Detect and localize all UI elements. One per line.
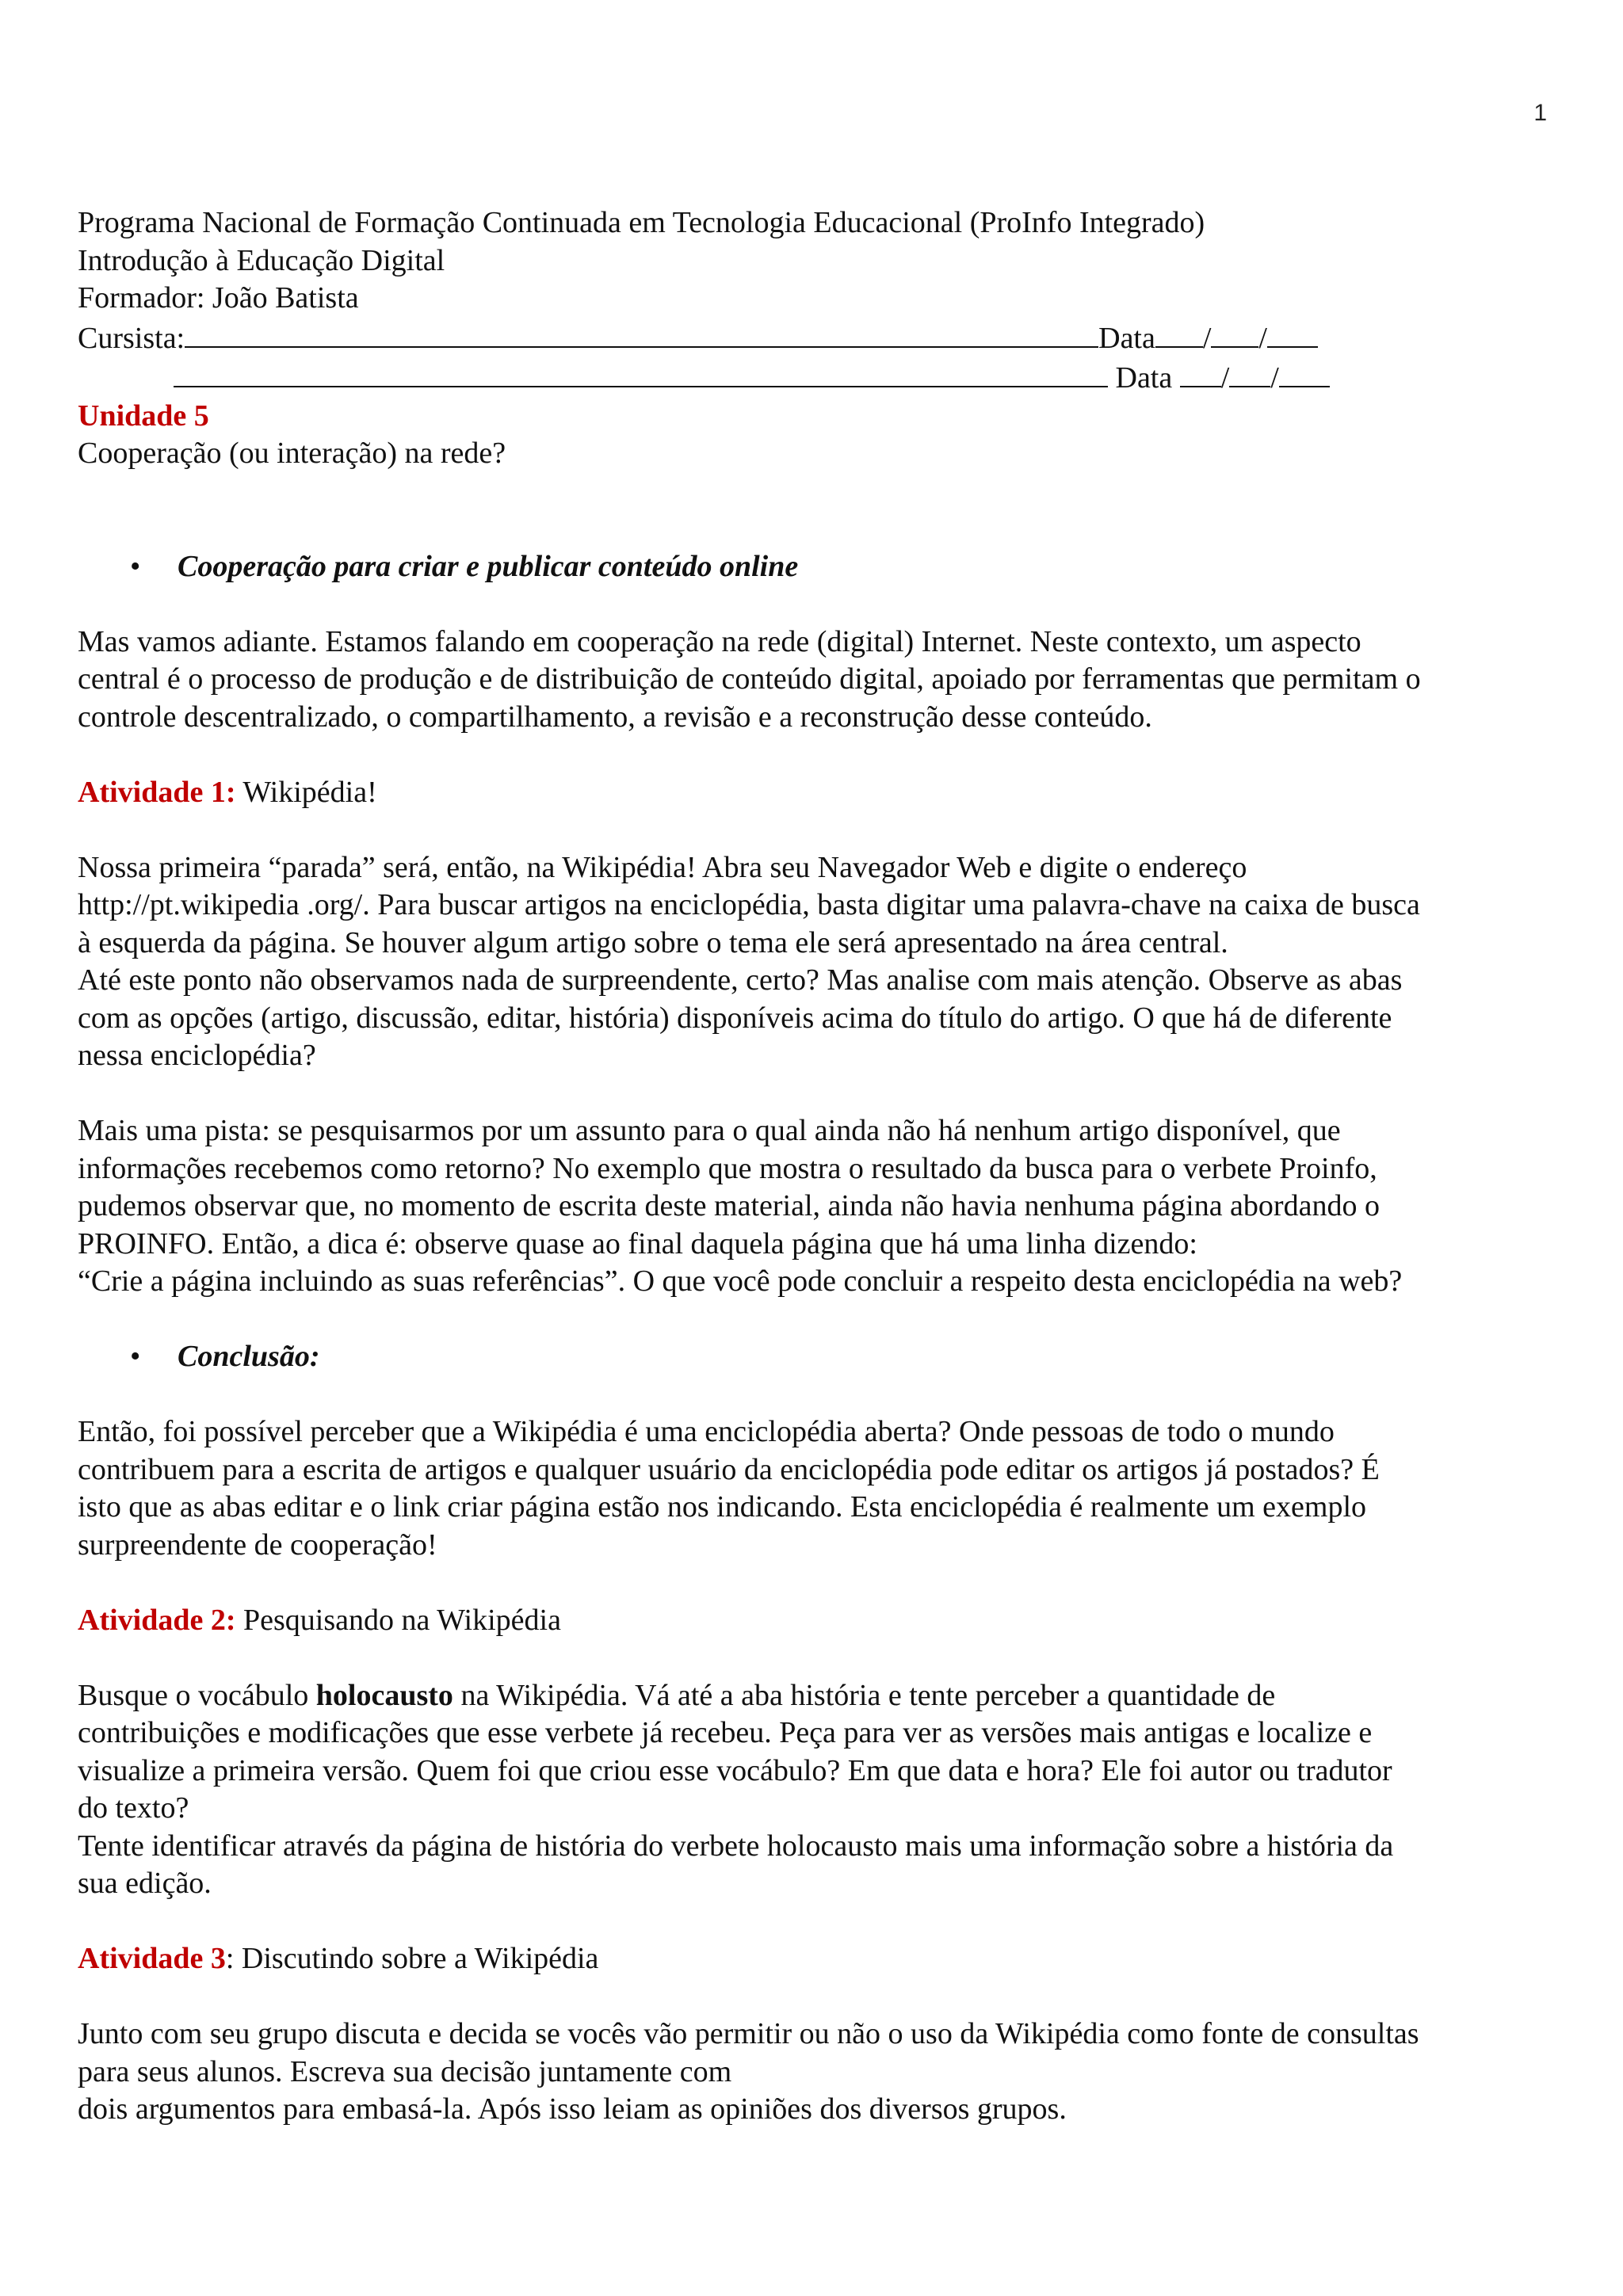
paragraph-line: informações recebemos como retorno? No exemplo que mostra o resultado da busca para o verbete Proinfo, (78, 1151, 1377, 1185)
bullet-icon: • (130, 549, 141, 583)
activity-2-heading (78, 1602, 1552, 1640)
activity-3-heading (78, 1940, 1552, 1978)
date-2-month-blank[interactable] (1229, 357, 1270, 387)
activity-1-label: Atividade 1: (78, 775, 236, 809)
date-separator: / (1270, 361, 1279, 395)
section-heading-cooperation (78, 548, 1552, 586)
section-heading-text: Conclusão: (178, 1340, 320, 1373)
section-heading-text: Cooperação para criar e publicar conteúdo online (178, 549, 799, 583)
activity-3-title: : Discutindo sobre a Wikipédia (225, 1942, 599, 1975)
paragraph-line: “Crie a página incluindo as suas referências”. O que você pode concluir a respeito desta enciclopédia na web? (78, 1264, 1403, 1298)
page-number: 1 (1533, 100, 1547, 126)
paragraph-line: http://pt.wikipedia .org/. Para buscar artigos na enciclopédia, basta digitar uma palavra-chave na caixa de busca (78, 888, 1420, 921)
date-2-year-blank[interactable] (1279, 357, 1330, 387)
paragraph-line: com as opções (artigo, discussão, editar, história) disponíveis acima do título do artigo. O que há de diferente (78, 1001, 1392, 1035)
paragraph-line: para seus alunos. Escreva sua decisão juntamente com (78, 2054, 732, 2088)
paragraph-line: controle descentralizado, o compartilhamento, a revisão e a reconstrução desse conteúdo. (78, 700, 1152, 734)
paragraph-line: visualize a primeira versão. Quem foi que criou esse vocábulo? Em que data e hora? Ele foi autor ou tradutor (78, 1753, 1392, 1787)
activity-2-title: Pesquisando na Wikipédia (235, 1603, 561, 1637)
date-label-2: Data (1108, 361, 1180, 395)
date-2-day-blank[interactable] (1180, 357, 1221, 387)
keyword-holocausto: holocausto (315, 1678, 453, 1712)
cursista-name-blank[interactable] (185, 318, 1098, 348)
paragraph-line: isto que as abas editar e o link criar página estão nos indicando. Esta enciclopédia é realmente um exemplo (78, 1490, 1367, 1524)
paragraph-line: sua edição. (78, 1867, 212, 1900)
second-name-blank[interactable] (174, 357, 1108, 387)
bullet-icon: • (130, 1340, 141, 1373)
section-heading-conclusion (78, 1338, 1552, 1376)
activity-1-heading (78, 774, 1552, 812)
paragraph-line: nessa enciclopédia? (78, 1039, 316, 1072)
date-separator: / (1258, 321, 1267, 355)
paragraph-line: Mais uma pista: se pesquisarmos por um assunto para o qual ainda não há nenhum artigo disponível, que (78, 1114, 1341, 1147)
paragraph-line: Nossa primeira “parada” será, então, na Wikipédia! Abra seu Navegador Web e digite o endereço (78, 850, 1247, 884)
activity-2-label: Atividade 2: (78, 1603, 236, 1637)
text-run: Busque o vocábulo (78, 1678, 316, 1712)
paragraph-line: Junto com seu grupo discuta e decida se vocês vão permitir ou não o uso da Wikipédia como fonte de consultas (78, 2017, 1419, 2050)
text-run: na Wikipédia. Vá até a aba história e tente perceber a quantidade de (453, 1678, 1276, 1712)
paragraph-line: central é o processo de produção e de distribuição de conteúdo digital, apoiado por ferramentas que permitam o (78, 662, 1421, 696)
paragraph-line: contribuem para a escrita de artigos e qualquer usuário da enciclopédia pode editar os artigos já postados? É (78, 1452, 1380, 1486)
paragraph-line: Tente identificar através da página de história do verbete holocausto mais uma informação sobre a história da (78, 1829, 1394, 1863)
date-1-month-blank[interactable] (1211, 318, 1258, 348)
paragraph-line: do texto? (78, 1791, 189, 1825)
date-1-year-blank[interactable] (1267, 318, 1318, 348)
paragraph-line (78, 1677, 1552, 1715)
paragraph-line: Até este ponto não observamos nada de surpreendente, certo? Mas analise com mais atenção. Observe as abas (78, 963, 1403, 997)
paragraph-line: PROINFO. Então, a dica é: observe quase ao final daquela página que há uma linha dizendo: (78, 1226, 1197, 1261)
activity-3-label: Atividade 3 (78, 1942, 226, 1975)
paragraph-line: pudemos observar que, no momento de escrita deste material, ainda não havia nenhuma página abordando o (78, 1189, 1380, 1222)
date-separator: / (1220, 361, 1230, 395)
paragraph-line: à esquerda da página. Se houver algum artigo sobre o tema ele será apresentado na área central. (78, 925, 1228, 959)
paragraph-line: surpreendente de cooperação! (78, 1527, 437, 1562)
cursista-label: Cursista: (78, 321, 185, 355)
course-title: Introdução à Educação Digital (78, 243, 445, 277)
paragraph-line: contribuições e modificações que esse verbete já recebeu. Peça para ver as versões mais antigas e localize e (78, 1716, 1373, 1749)
second-cursista-line (78, 357, 1552, 398)
unit-title: Unidade 5 (78, 399, 209, 433)
paragraph-line: dois argumentos para embasá-la. Após isso leiam as opiniões dos diversos grupos. (78, 2092, 1067, 2126)
trainer-line: Formador: João Batista (78, 281, 359, 315)
date-label-1: Data (1098, 321, 1155, 355)
unit-subtitle: Cooperação (ou interação) na rede? (78, 437, 506, 470)
cursista-line (78, 318, 1552, 358)
date-1-day-blank[interactable] (1155, 318, 1203, 348)
date-separator: / (1202, 321, 1212, 355)
paragraph-line: Então, foi possível perceber que a Wikipédia é uma enciclopédia aberta? Onde pessoas de todo o mundo (78, 1415, 1335, 1448)
paragraph-line: Mas vamos adiante. Estamos falando em cooperação na rede (digital) Internet. Neste contexto, um aspecto (78, 624, 1361, 658)
activity-1-title: Wikipédia! (235, 775, 377, 809)
program-title: Programa Nacional de Formação Continuada em Tecnologia Educacional (ProInfo Integrado) (78, 206, 1205, 239)
document-body (78, 204, 1552, 2129)
